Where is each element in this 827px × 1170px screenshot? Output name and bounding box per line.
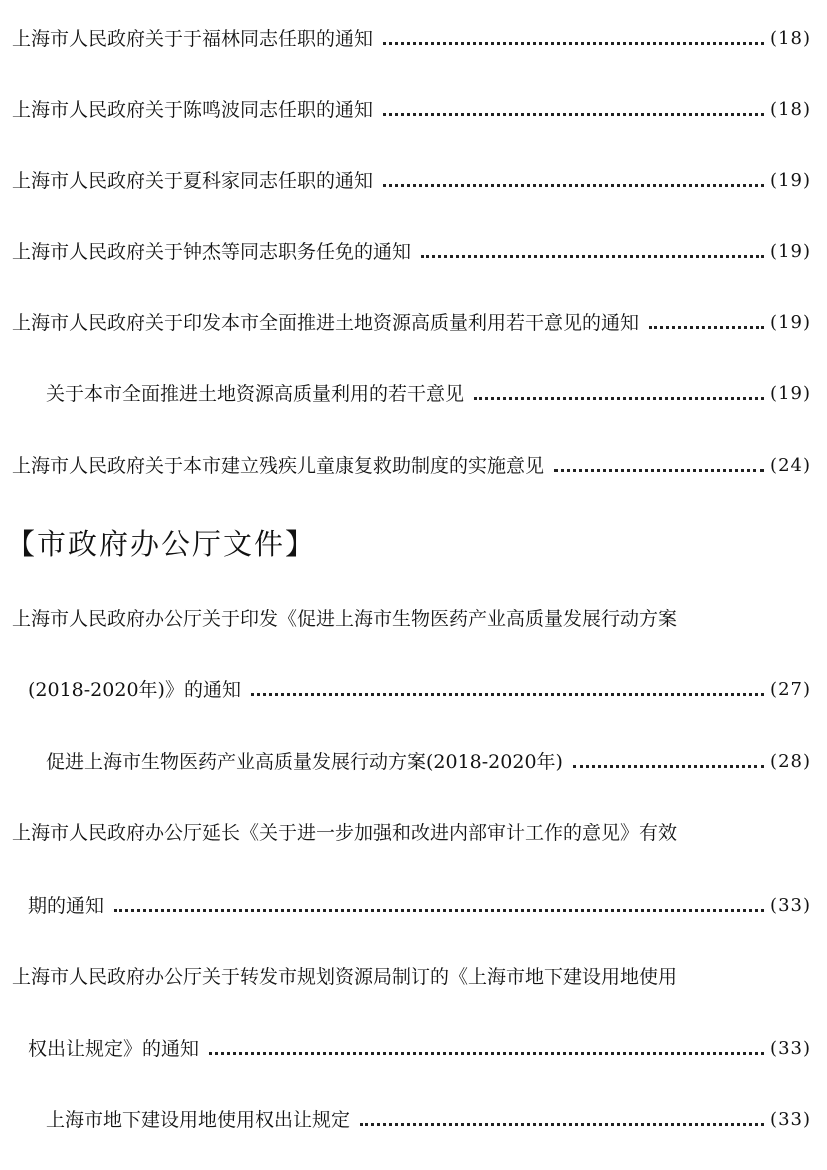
toc-entry-page: (33) [770,895,811,916]
toc-entry-page: (27) [770,679,811,700]
toc-entry-page: (33) [770,1038,811,1059]
toc-entry[interactable] [12,95,811,125]
toc-entry[interactable] [12,451,811,481]
toc-entry-page: (19) [770,241,811,262]
toc-entry[interactable] [28,1034,811,1064]
toc-entry[interactable] [12,237,811,267]
dot-leader [114,909,764,912]
toc-entry-title: 上海市人民政府关于夏科家同志任职的通知 [12,170,374,192]
toc-entry[interactable] [12,166,811,196]
toc-entry-title: 期的通知 [28,895,105,917]
toc-entry-line1[interactable]: 上海市人民政府办公厅延长《关于进一步加强和改进内部审计工作的意见》有效 [12,822,678,844]
toc-entry-title: 上海市人民政府关于本市建立残疾儿童康复救助制度的实施意见 [12,455,545,477]
toc-entry-line1[interactable]: 上海市人民政府办公厅关于转发市规划资源局制订的《上海市地下建设用地使用 [12,966,678,988]
dot-leader [209,1052,764,1055]
toc-entry-page: (19) [770,383,811,404]
toc-entry-title: (2018-2020年)》的通知 [28,679,241,701]
toc-entry-page: (24) [770,455,811,476]
dot-leader [421,255,764,258]
dot-leader [554,469,764,472]
toc-entry-title: 上海市人民政府关于陈鸣波同志任职的通知 [12,99,374,121]
toc-entry-title: 促进上海市生物医药产业高质量发展行动方案(2018-2020年) [46,751,563,773]
toc-entry-line1[interactable]: 上海市人民政府办公厅关于印发《促进上海市生物医药产业高质量发展行动方案 [12,608,678,630]
dot-leader [383,42,764,45]
toc-entry-page: (19) [770,170,811,191]
toc-entry-page: (33) [770,1109,811,1130]
toc-entry[interactable] [28,891,811,921]
toc-entry-title: 上海市人民政府关于印发本市全面推进土地资源高质量利用若干意见的通知 [12,312,640,334]
toc-entry[interactable] [12,308,811,338]
toc-entry-sub[interactable] [46,747,811,777]
dot-leader [251,693,764,696]
dot-leader [383,184,764,187]
toc-entry-title: 权出让规定》的通知 [28,1038,200,1060]
toc-entry-title: 上海市地下建设用地使用权出让规定 [46,1109,351,1131]
toc-entry-sub[interactable] [46,1105,811,1135]
toc-entry-page: (28) [770,751,811,772]
dot-leader [573,765,764,768]
toc-entry-title: 上海市人民政府关于钟杰等同志职务任免的通知 [12,241,412,263]
dot-leader [383,113,764,116]
toc-entry-title: 关于本市全面推进土地资源高质量利用的若干意见 [46,383,465,405]
dot-leader [360,1123,764,1126]
dot-leader [474,397,764,400]
toc-entry[interactable] [12,24,811,54]
toc-entry-page: (19) [770,312,811,333]
toc-entry-page: (18) [770,28,811,49]
section-heading: 【市政府办公厅文件】 [6,527,317,561]
toc-entry[interactable] [28,675,811,705]
toc-entry-title: 上海市人民政府关于于福林同志任职的通知 [12,28,374,50]
toc-entry-sub[interactable] [46,379,811,409]
toc-entry-page: (18) [770,99,811,120]
dot-leader [649,326,764,329]
